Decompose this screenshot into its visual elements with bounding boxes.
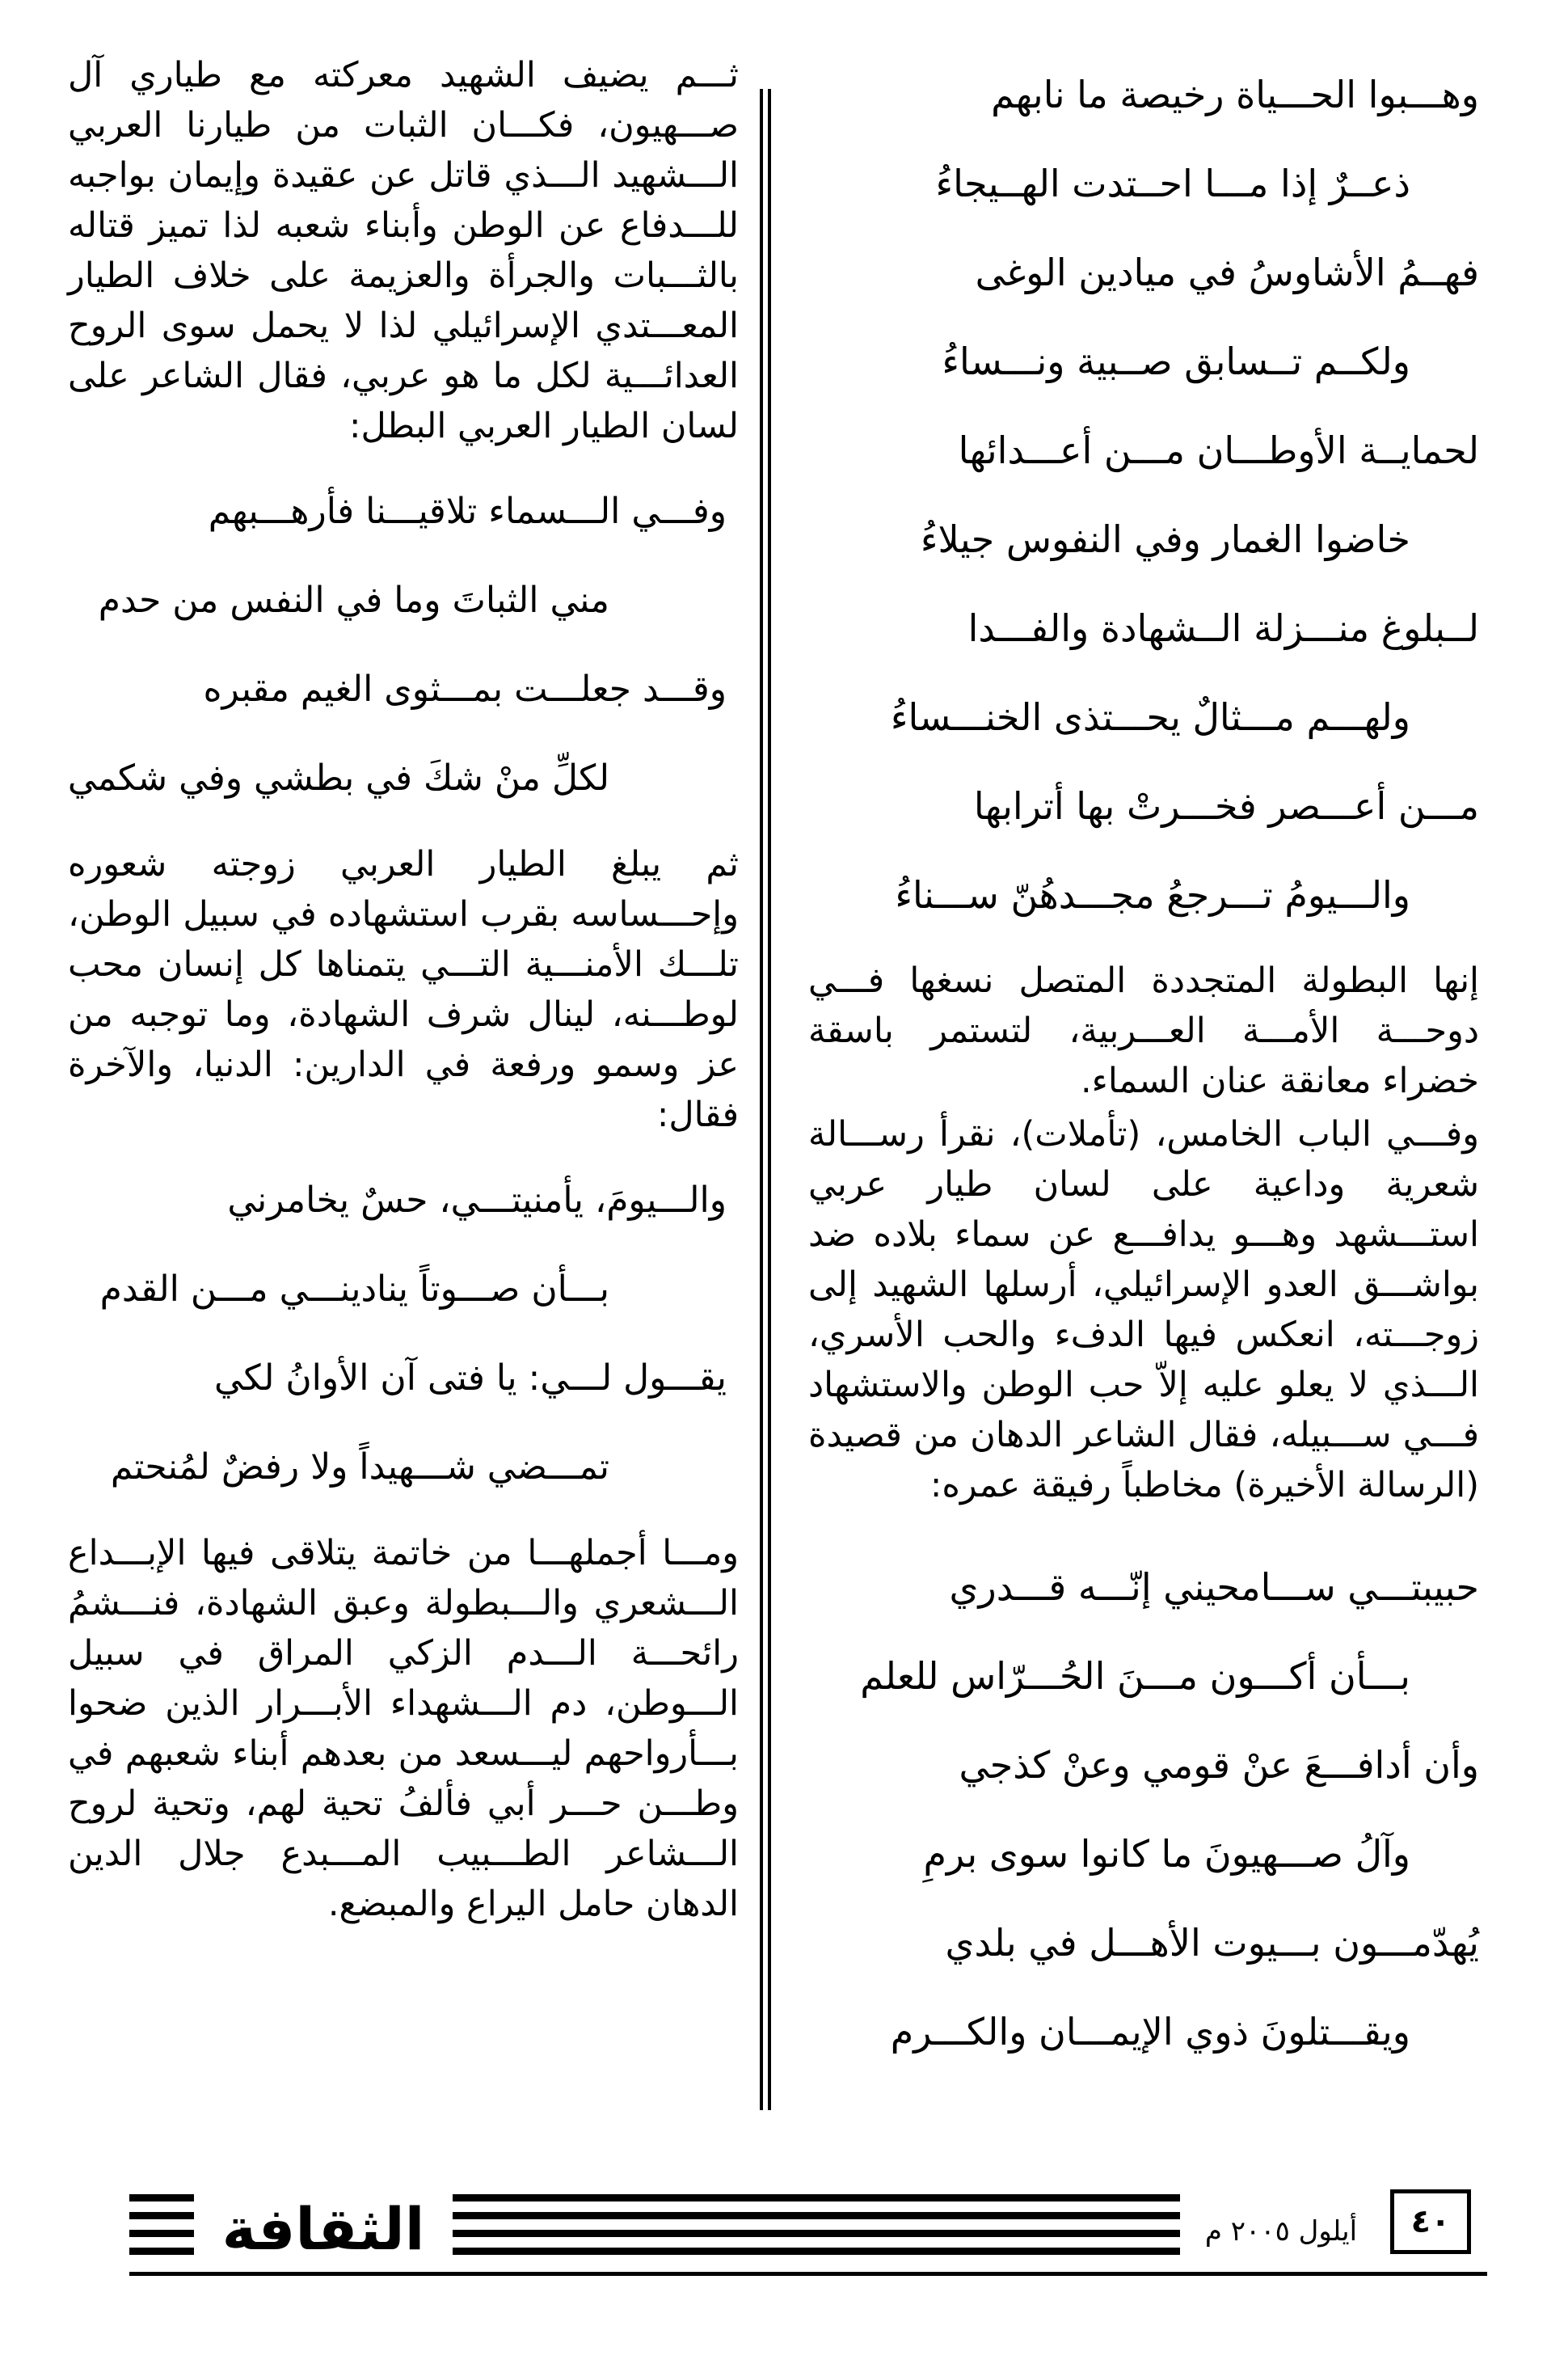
- left-column: [68, 50, 739, 1929]
- paragraph: إنها البطولة المتجددة المتصل نسغها فـــي دوحـــة الأمـــة العـــربية، لتستمر باسقة خضراء معانقة عنان السماء.: [808, 960, 1479, 1101]
- footer-rule: [129, 2272, 1487, 2276]
- poem-verse: مني الثباتَ وما في النفس من حدم: [98, 580, 609, 621]
- poem-verse: مـــن أعـــصر فخـــرتْ بها أترابها: [973, 784, 1479, 828]
- poem-verse: يُهدّمـــون بـــيوت الأهـــل في بلدي: [945, 1921, 1479, 1965]
- poem-verse: والـــيومُ تـــرجعُ مجـــدهُنّ ســـناءُ: [895, 873, 1410, 917]
- paragraph: وفـــي الباب الخامس، (تأملات)، نقرأ رســـالة شعرية وداعية على لسان طيار عربي استـــشهد وهـــو يدافـــع عن سماء بلاده ضد بواشـــق العدو الإسرائيلي، أرسلها الشهيد إلى زوجـــته، انعكس فيها الدفء والحب الأسري، الـــذي لا يعلو عليه إلاّ حب الوطن والاستشهاد فـــي ســـبيله، فقال الشاعر الدهان من قصيدة (الرسالة الأخيرة) مخاطباً رفيقة عمره:: [808, 1114, 1479, 1505]
- page-footer: [129, 2183, 1487, 2280]
- poem-verse: وآلُ صـــهيونَ ما كانوا سوى برمِ: [923, 1832, 1410, 1876]
- poem-block-4: [68, 1156, 739, 1512]
- poem-verse: بـــأن أكـــون مـــنَ الحُـــرّاس للعلم: [860, 1654, 1410, 1698]
- paragraph: ثـــم يضيف الشهيد معركته مع طياري آل صـــهيون، فكـــان الثبات من طيارنا العربي الـــشهيد الـــذي قاتل عن عقيدة وإيمان بواجبه للـــدفاع عن الوطن وأبناء شعبه لذا تميز قتاله بالثـــبات والجرأة والعزيمة على خلاف الطيار المعـــتدي الإسرائيلي لذا لا يحمل سوى الروح العدائـــية لكل ما هو عربي، فقال الشاعر على لسان الطيار العربي البطل:: [68, 55, 739, 446]
- column-divider: [760, 89, 774, 2110]
- magazine-title: الثقافة: [221, 2195, 425, 2263]
- poem-block-1: [808, 50, 1479, 939]
- poem-verse: لحمايــة الأوطـــان مـــن أعـــدائها: [958, 428, 1479, 472]
- poem-verse: يقـــول لـــي: يا فتى آن الأوانُ لكي: [213, 1357, 727, 1399]
- poem-verse: لكلِّ منْ شكَ في بطشي وفي شكمي: [67, 758, 609, 799]
- poem-block-2: [808, 1543, 1479, 2076]
- poem-verse: بـــأن صـــوتاً ينادينـــي مـــن القدم: [99, 1269, 609, 1310]
- poem-verse: خاضوا الغمار وفي النفوس جيلاءُ: [920, 517, 1410, 561]
- poem-verse: لــبلوغ منـــزلة الــشهادة والفـــدا: [967, 606, 1479, 650]
- poem-verse: ولكــم تــسابق صــبية ونـــساءُ: [942, 340, 1410, 383]
- paragraph: ومـــا أجملهـــا من خاتمة يتلاقى فيها الإبـــداع الـــشعري والـــبطولة وعبق الشهادة، فنـــشمُ رائحـــة الـــدم الزكي المراق في سبيل الـــوطن، دم الـــشهداء الأبـــرار الذين ضحوا بـــأرواحهم ليـــسعد من بعدهم أبناء شعبهم في وطـــن حـــر أبي فألفُ تحية لهم، وتحية لروح الـــشاعر الطـــبيب المـــبدع جلال الدين الدهان حامل اليراع والمبضع.: [68, 1533, 739, 1924]
- poem-block-3: [68, 467, 739, 823]
- footer-bars-left: [129, 2194, 194, 2267]
- issue-date: أيلول ٢٠٠٥ م: [1204, 2215, 1358, 2248]
- poem-verse: تمـــضي شـــهيداً ولا رفضٌ لمُنحتم: [110, 1446, 609, 1488]
- poem-verse: فهــمُ الأشاوسُ في ميادين الوغى: [975, 251, 1479, 294]
- poem-verse: ذعــرٌ إذا مـــا احــتدت الهــيجاءُ: [935, 162, 1410, 205]
- poem-verse: والـــيومَ، يأمنيتـــي، حسٌ يخامرني: [227, 1180, 727, 1221]
- page-number: ٤٠: [1390, 2189, 1471, 2254]
- poem-verse: وأن أدافـــعَ عنْ قومي وعنْ كذجي: [959, 1743, 1479, 1787]
- footer-bars-middle: [453, 2194, 1180, 2267]
- poem-verse: وفـــي الـــسماء تلاقيـــنا فأرهـــبهم: [208, 491, 727, 532]
- poem-verse: وهـــبوا الحـــياة رخيصة ما نابهم: [991, 73, 1479, 116]
- poem-verse: وقـــد جعلـــت بمـــثوى الغيم مقبره: [203, 669, 727, 710]
- poem-verse: ويقـــتلونَ ذوي الإيمـــان والكـــرم: [890, 2010, 1410, 2054]
- poem-verse: ولهـــم مـــثالٌ يحـــتذى الخنـــساءُ: [890, 695, 1410, 739]
- right-column: [808, 50, 1479, 2076]
- paragraph: ثم يبلغ الطيار العربي زوجته شعوره وإحـــساسه بقرب استشهاده في سبيل الوطن، تلـــك الأمنـــية التـــي يتمناها كل إنسان محب لوطـــنه، لينال شرف الشهادة، وما توجبه من عز وسمو ورفعة في الدارين: الدنيا، والآخرة فقال:: [68, 844, 739, 1135]
- poem-verse: حبيبتـــي ســـامحيني إنّـــه قـــدري: [949, 1565, 1479, 1609]
